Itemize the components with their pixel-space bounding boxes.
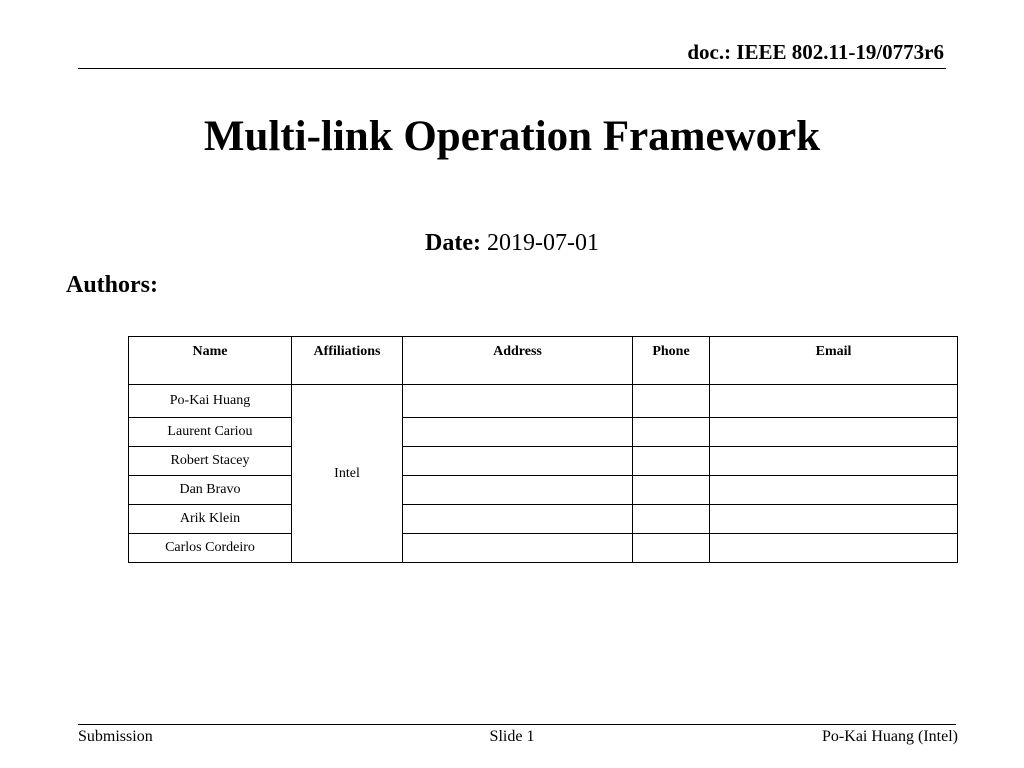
author-email	[710, 385, 958, 418]
author-address	[403, 476, 633, 505]
table-row	[129, 505, 958, 534]
column-header-phone: Phone	[633, 337, 710, 385]
author-phone	[633, 385, 710, 418]
author-email	[710, 534, 958, 563]
footer-submission: Submission	[78, 728, 153, 745]
author-phone	[633, 476, 710, 505]
author-name: Dan Bravo	[129, 476, 292, 505]
authors-heading: Authors:	[66, 272, 159, 298]
author-phone	[633, 418, 710, 447]
author-address	[403, 534, 633, 563]
author-address	[403, 418, 633, 447]
column-header-email: Email	[710, 337, 958, 385]
column-header-name: Name	[129, 337, 292, 385]
table-row	[129, 447, 958, 476]
column-header-address: Address	[403, 337, 633, 385]
table-row	[129, 534, 958, 563]
author-address	[403, 385, 633, 418]
author-email	[710, 505, 958, 534]
date-value: 2019-07-01	[486, 230, 599, 256]
author-address	[403, 505, 633, 534]
date-line	[0, 230, 1024, 257]
table-row	[129, 476, 958, 505]
footer-slide-number: Slide 1	[489, 728, 535, 745]
author-name: Laurent Cariou	[129, 418, 292, 447]
date-label: Date:	[425, 230, 481, 256]
footer-author: Po-Kai Huang (Intel)	[822, 728, 958, 745]
footer-divider	[78, 724, 956, 725]
author-email	[710, 447, 958, 476]
author-phone	[633, 505, 710, 534]
author-email	[710, 418, 958, 447]
author-name: Robert Stacey	[129, 447, 292, 476]
table-row	[129, 418, 958, 447]
author-name: Po-Kai Huang	[129, 385, 292, 418]
table-row	[129, 385, 958, 418]
author-phone	[633, 447, 710, 476]
authors-table	[128, 336, 958, 563]
author-name: Arik Klein	[129, 505, 292, 534]
table-header-row	[129, 337, 958, 385]
column-header-affiliations: Affiliations	[292, 337, 403, 385]
author-affiliation: Intel	[292, 385, 403, 563]
author-name: Carlos Cordeiro	[129, 534, 292, 563]
header-divider	[78, 68, 946, 69]
author-address	[403, 447, 633, 476]
author-phone	[633, 534, 710, 563]
slide-title: Multi-link Operation Framework	[203, 113, 821, 160]
author-email	[710, 476, 958, 505]
document-id: doc.: IEEE 802.11-19/0773r6	[687, 40, 944, 64]
